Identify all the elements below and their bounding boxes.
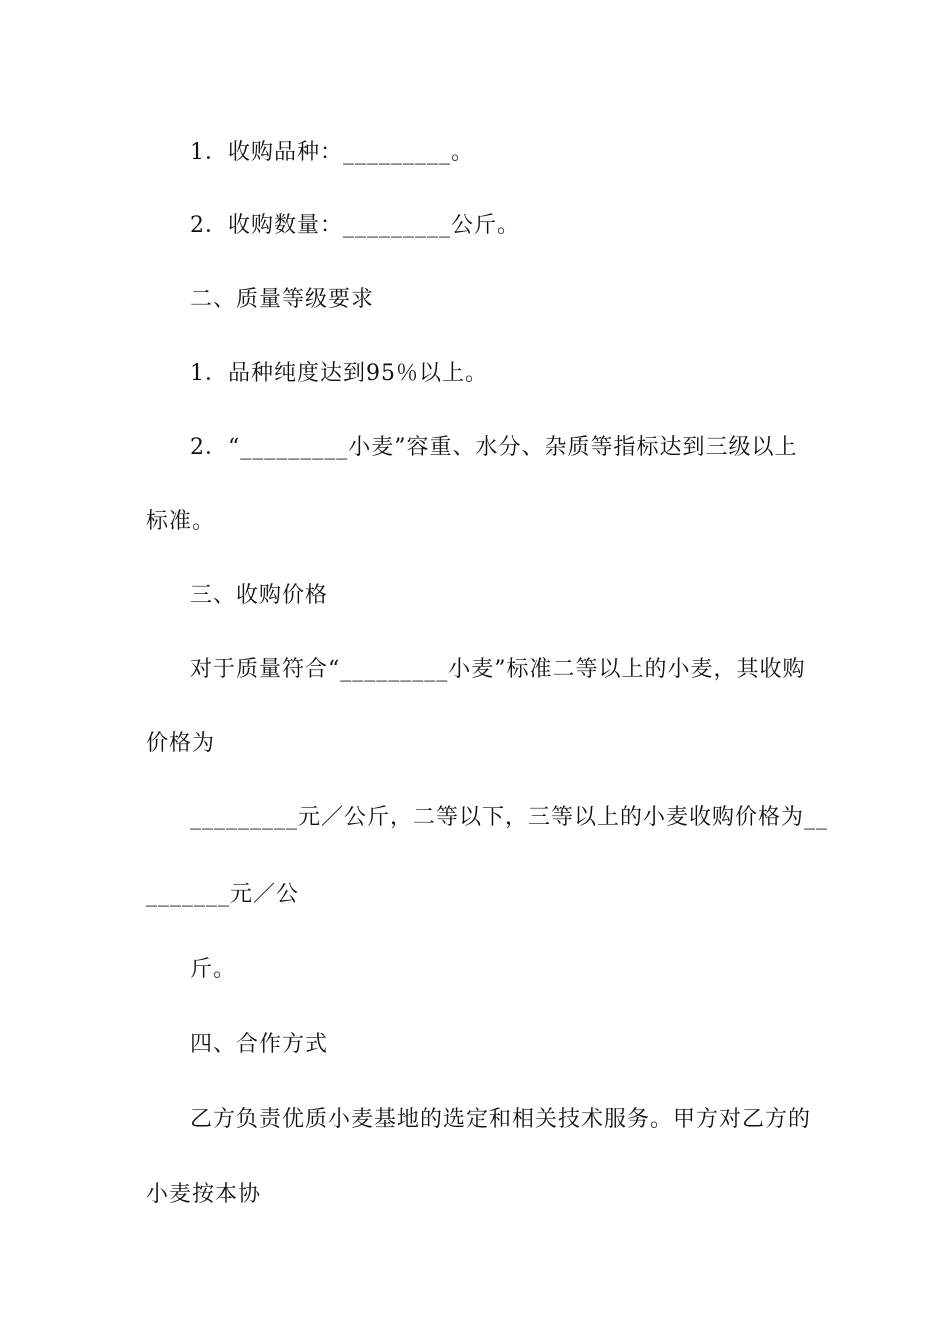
section-heading-price: 三、收购价格 <box>190 583 329 608</box>
item-variety-purity: 1．品种纯度达到95％以上。 <box>190 361 488 386</box>
item-purchase-quantity: 2．收购数量：_________公斤。 <box>190 213 520 238</box>
paragraph-price-line-cont: _______元／公 <box>146 882 300 907</box>
paragraph-price-cont: 价格为 <box>146 731 216 756</box>
paragraph-price: 对于质量符合“_________小麦”标准二等以上的小麦，其收购 <box>190 657 806 682</box>
item-quality-standard: 2．“_________小麦”容重、水分、杂质等指标达到三级以上 <box>190 435 798 460</box>
section-heading-cooperation: 四、合作方式 <box>190 1032 329 1057</box>
paragraph-cooperation: 乙方负责优质小麦基地的选定和相关技术服务。甲方对乙方的 <box>190 1107 812 1132</box>
paragraph-cooperation-cont: 小麦按本协 <box>146 1182 262 1207</box>
item-purchase-variety: 1．收购品种：_________。 <box>190 140 474 165</box>
item-quality-standard-cont: 标准。 <box>146 509 216 534</box>
section-heading-quality: 二、质量等级要求 <box>190 287 375 312</box>
paragraph-price-line: _________元／公斤，二等以下，三等以上的小麦收购价格为__ <box>190 805 829 830</box>
paragraph-price-end: 斤。 <box>190 957 237 982</box>
